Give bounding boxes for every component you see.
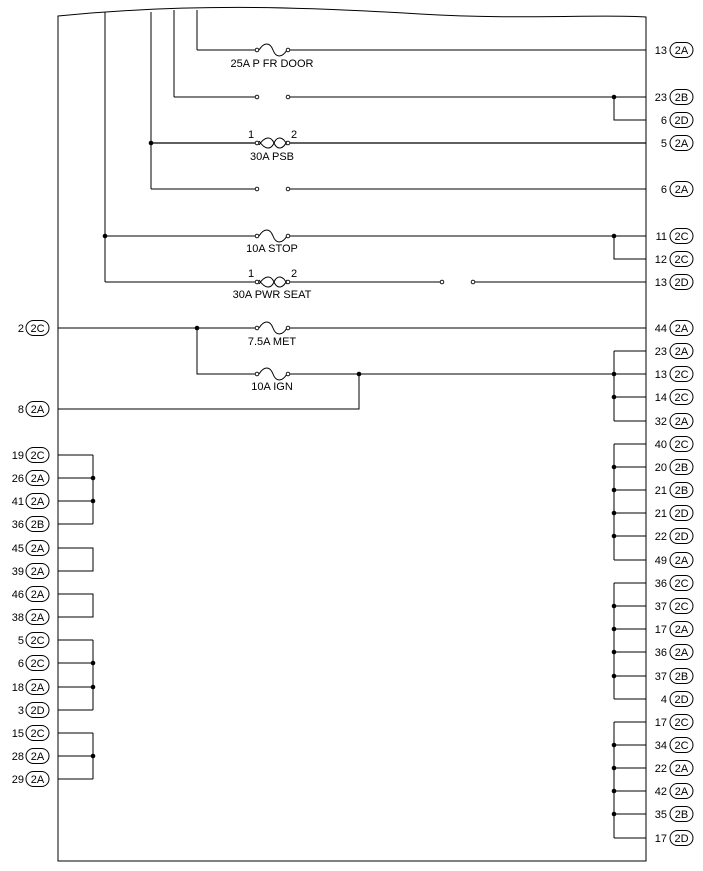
junction-dot: [612, 627, 617, 632]
junction-dot: [91, 476, 96, 481]
connector-label: [655, 576, 693, 591]
connector-id: 2A: [674, 786, 689, 798]
connector-label: [655, 321, 693, 336]
terminal: [286, 48, 290, 52]
connector-pin-number: 19: [11, 450, 24, 462]
terminal: [286, 141, 290, 145]
connector-id: 2A: [30, 682, 45, 694]
connector-label: [12, 772, 49, 787]
connector-pin-number: 17: [654, 717, 667, 729]
junction-dot: [612, 465, 617, 470]
fuse-label-pfrdoor: 25A P FR DOOR: [230, 58, 314, 70]
connector-id: 2A: [30, 543, 45, 555]
junction-dot: [612, 789, 617, 794]
connector-id: 2C: [30, 323, 45, 335]
connector-label: [655, 390, 693, 405]
connector-pin-number: 5: [17, 635, 24, 647]
connector-label: [655, 460, 693, 475]
connector-id: 2A: [674, 624, 689, 636]
connector-pin-number: 6: [17, 658, 24, 670]
connector-pin-number: 28: [11, 751, 24, 763]
terminal: [286, 234, 290, 238]
connector-pin-number: 21: [654, 485, 667, 497]
connector-label: [12, 494, 49, 509]
connector-pin-number: 26: [11, 473, 24, 485]
connector-pin-number: 37: [654, 601, 667, 613]
connector-label: [18, 703, 49, 718]
fuse-label-met: 7.5A MET: [247, 336, 297, 348]
connector-id: 2A: [674, 323, 689, 335]
connector-id: 2D: [674, 833, 689, 845]
pin-label: 1: [247, 129, 255, 141]
terminal: [255, 372, 259, 376]
connector-label: [655, 367, 693, 382]
connector-pin-number: 13: [654, 277, 667, 289]
connector-id: 2D: [674, 694, 689, 706]
connector-id: 2A: [30, 404, 45, 416]
junction-dot: [612, 488, 617, 493]
connector-label: [655, 344, 693, 359]
connector-id: 2A: [30, 496, 45, 508]
connector-pin-number: 45: [11, 543, 24, 555]
connector-id: 2A: [30, 751, 45, 763]
connector-id: 2D: [674, 277, 689, 289]
terminal: [471, 280, 475, 284]
connector-label: [661, 136, 693, 151]
connector-pin-number: 49: [654, 555, 667, 567]
terminal: [440, 280, 444, 284]
junction-dot: [91, 661, 96, 666]
terminal: [255, 48, 259, 52]
connector-pin-number: 14: [654, 392, 667, 404]
connector-id: 2A: [674, 138, 689, 150]
connector-id: 2C: [30, 635, 45, 647]
junction-dot: [612, 534, 617, 539]
terminal: [286, 187, 290, 191]
wire: [58, 374, 359, 409]
pin-label: 1: [247, 268, 255, 280]
connector-label: [18, 633, 49, 648]
fuse-label-psb: 30A PSB: [249, 151, 295, 163]
terminal: [255, 141, 259, 145]
connector-id: 2C: [674, 254, 689, 266]
right-connector-labels: [655, 43, 693, 846]
connector-pin-number: 13: [654, 369, 667, 381]
fuse-symbol: [259, 322, 287, 334]
connector-label: [655, 645, 693, 660]
connector-label: [12, 517, 49, 532]
junction-dot: [612, 674, 617, 679]
connector-pin-number: 20: [654, 462, 667, 474]
connector-id: 2C: [674, 392, 689, 404]
connector-label: [661, 692, 693, 707]
junction-dot: [612, 812, 617, 817]
connector-id: 2C: [674, 717, 689, 729]
connector-id: 2A: [674, 763, 689, 775]
wire: [197, 328, 257, 374]
connector-pin-number: 37: [654, 671, 667, 683]
fuse-label-stop: 10A STOP: [246, 243, 298, 255]
terminal: [255, 234, 259, 238]
connector-id: 2A: [674, 416, 689, 428]
connector-pin-number: 23: [654, 346, 667, 358]
connector-id: 2C: [674, 601, 689, 613]
connector-pin-number: 40: [654, 439, 667, 451]
fusible-link-symbol: [259, 277, 287, 287]
left-connector-labels: [12, 321, 49, 787]
connector-label: [655, 715, 693, 730]
connector-label: [12, 471, 49, 486]
pin-label: 2: [290, 129, 298, 141]
wire: [58, 594, 93, 617]
terminal: [286, 372, 290, 376]
junction-dot: [612, 743, 617, 748]
connector-label: [655, 43, 693, 58]
connector-id: 2C: [674, 231, 689, 243]
connector-id: 2A: [674, 184, 689, 196]
wire: [614, 236, 646, 259]
connector-pin-number: 39: [11, 566, 24, 578]
connector-label: [12, 610, 49, 625]
connector-pin-number: 23: [654, 92, 667, 104]
connector-label: [12, 564, 49, 579]
connector-id: 2C: [674, 740, 689, 752]
connector-label: [655, 252, 693, 267]
terminal: [255, 95, 259, 99]
connector-label: [655, 275, 693, 290]
connector-label: [655, 437, 693, 452]
connector-pin-number: 4: [660, 694, 667, 706]
connector-id: 2A: [674, 346, 689, 358]
connector-id: 2A: [30, 589, 45, 601]
connector-label: [655, 483, 693, 498]
fuse-label-pwrseat: 30A PWR SEAT: [232, 289, 312, 301]
junction-block-outline: [58, 7, 646, 861]
connector-label: [655, 506, 693, 521]
connector-label: [655, 669, 693, 684]
connector-pin-number: 6: [660, 115, 667, 127]
connector-label: [12, 726, 49, 741]
connector-id: 2A: [30, 566, 45, 578]
connector-label: [655, 599, 693, 614]
junction-dot: [612, 650, 617, 655]
connector-pin-number: 6: [660, 184, 667, 196]
connector-id: 2D: [30, 705, 45, 717]
connector-id: 2B: [674, 671, 689, 683]
connector-label: [655, 622, 693, 637]
terminal: [255, 326, 259, 330]
connector-label: [12, 587, 49, 602]
connector-label: [12, 680, 49, 695]
connector-id: 2A: [674, 647, 689, 659]
connector-label: [661, 113, 693, 128]
connector-pin-number: 17: [654, 624, 667, 636]
fusible-link-symbol: [259, 138, 287, 148]
connector-id: 2A: [30, 774, 45, 786]
connector-pin-number: 18: [11, 682, 24, 694]
connector-pin-number: 22: [654, 531, 667, 543]
junction-dot: [612, 511, 617, 516]
connector-id: 2C: [30, 658, 45, 670]
connector-id: 2A: [674, 45, 689, 57]
connector-label: [661, 182, 693, 197]
connector-pin-number: 3: [17, 705, 24, 717]
connector-pin-number: 29: [11, 774, 24, 786]
connector-label: [18, 402, 49, 417]
connector-label: [18, 656, 49, 671]
connector-id: 2C: [674, 439, 689, 451]
connector-pin-number: 21: [654, 508, 667, 520]
connector-pin-number: 38: [11, 612, 24, 624]
connector-pin-number: 17: [654, 833, 667, 845]
connector-label: [655, 738, 693, 753]
junction-dot: [612, 372, 617, 377]
junction-dot: [612, 604, 617, 609]
connector-id: 2D: [674, 508, 689, 520]
connector-id: 2A: [30, 473, 45, 485]
junction-dot: [91, 754, 96, 759]
junction-dot: [612, 395, 617, 400]
pin-label: 2: [290, 268, 298, 280]
wire: [614, 97, 646, 120]
connector-id: 2C: [30, 450, 45, 462]
connector-pin-number: 36: [11, 519, 24, 531]
connector-id: 2B: [30, 519, 45, 531]
terminal: [286, 95, 290, 99]
connector-label: [655, 90, 693, 105]
connector-label: [655, 831, 693, 846]
connector-pin-number: 41: [11, 496, 24, 508]
junction-dot: [91, 685, 96, 690]
connector-label: [655, 761, 693, 776]
connector-pin-number: 34: [654, 740, 667, 752]
terminal: [255, 280, 259, 284]
connector-id: 2B: [674, 462, 689, 474]
connector-pin-number: 11: [655, 231, 667, 243]
fuse-symbol: [259, 44, 287, 56]
fuse-label-ign: 10A IGN: [251, 381, 293, 393]
connector-label: [12, 541, 49, 556]
connector-id: 2A: [674, 555, 689, 567]
connector-pin-number: 5: [660, 138, 667, 150]
wire: [58, 548, 93, 571]
connector-id: 2C: [30, 728, 45, 740]
connector-label: [655, 414, 693, 429]
connector-id: 2B: [674, 485, 689, 497]
fuse-symbol: [259, 368, 287, 380]
junction-dot: [612, 766, 617, 771]
connector-pin-number: 2: [17, 323, 24, 335]
connector-label: [655, 553, 693, 568]
fuse-symbol: [259, 230, 287, 242]
connector-pin-number: 46: [11, 589, 24, 601]
connector-pin-number: 32: [654, 416, 667, 428]
connector-id: 2B: [674, 92, 689, 104]
connector-label: [18, 321, 49, 336]
connector-pin-number: 42: [654, 786, 667, 798]
connector-id: 2D: [674, 531, 689, 543]
connector-pin-number: 12: [654, 254, 667, 266]
connector-pin-number: 8: [17, 404, 24, 416]
connector-pin-number: 22: [654, 763, 667, 775]
connector-id: 2D: [674, 115, 689, 127]
terminal: [255, 187, 259, 191]
terminal: [286, 280, 290, 284]
connector-id: 2B: [674, 809, 689, 821]
connector-label: [655, 784, 693, 799]
connector-pin-number: 36: [654, 578, 667, 590]
connector-pin-number: 44: [654, 323, 667, 335]
connector-id: 2C: [674, 578, 689, 590]
connector-label: [12, 749, 49, 764]
connector-id: 2A: [30, 612, 45, 624]
junction-dot: [91, 499, 96, 504]
connector-pin-number: 13: [654, 45, 667, 57]
connector-label: [656, 229, 693, 244]
connector-label: [12, 448, 49, 463]
connector-pin-number: 35: [654, 809, 667, 821]
connector-pin-number: 15: [11, 728, 24, 740]
connector-label: [655, 529, 693, 544]
connector-id: 2C: [674, 369, 689, 381]
terminal: [286, 326, 290, 330]
connector-pin-number: 36: [654, 647, 667, 659]
connector-label: [655, 807, 693, 822]
